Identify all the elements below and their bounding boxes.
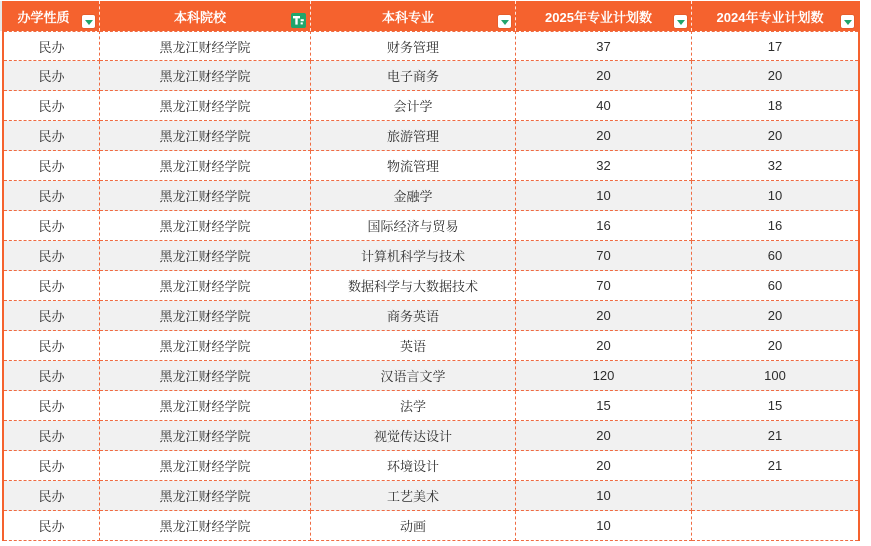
- table-cell[interactable]: 20: [692, 301, 858, 331]
- table-row: [4, 451, 858, 481]
- col-header-school-type[interactable]: [4, 1, 100, 31]
- table-cell[interactable]: 会计学: [311, 91, 516, 121]
- table-cell[interactable]: 法学: [311, 391, 516, 421]
- table-cell[interactable]: 黑龙江财经学院: [100, 391, 311, 421]
- table-cell[interactable]: 视觉传达设计: [311, 421, 516, 451]
- table-cell[interactable]: 20: [516, 121, 692, 151]
- table-cell[interactable]: 18: [692, 91, 858, 121]
- table-cell[interactable]: 10: [516, 511, 692, 541]
- funnel-filter-icon: [293, 15, 304, 26]
- table-cell[interactable]: 黑龙江财经学院: [100, 61, 311, 91]
- table-cell[interactable]: 20: [516, 331, 692, 361]
- table-cell[interactable]: 10: [692, 181, 858, 211]
- table-cell[interactable]: 20: [516, 451, 692, 481]
- table-cell[interactable]: 民办: [4, 451, 100, 481]
- table-cell[interactable]: 20: [692, 331, 858, 361]
- table-cell[interactable]: 100: [692, 361, 858, 391]
- table-cell[interactable]: 民办: [4, 331, 100, 361]
- col-header-label: 2024年专业计划数: [716, 9, 824, 25]
- col-header-label: 本科院校: [173, 9, 226, 25]
- table-cell[interactable]: 16: [692, 211, 858, 241]
- table-cell[interactable]: 民办: [4, 181, 100, 211]
- table-row: [4, 61, 858, 91]
- table-cell[interactable]: 旅游管理: [311, 121, 516, 151]
- table-cell[interactable]: 黑龙江财经学院: [100, 421, 311, 451]
- table-cell[interactable]: 10: [516, 481, 692, 511]
- table-cell[interactable]: 20: [692, 61, 858, 91]
- col-header-plan-2025[interactable]: [516, 1, 692, 31]
- table-cell[interactable]: 商务英语: [311, 301, 516, 331]
- table-cell[interactable]: 20: [516, 301, 692, 331]
- table-cell[interactable]: 黑龙江财经学院: [100, 151, 311, 181]
- col-header-label: 办学性质: [17, 9, 70, 25]
- filter-active-button[interactable]: [291, 13, 306, 28]
- table-cell[interactable]: 民办: [4, 61, 100, 91]
- table-row: [4, 31, 858, 61]
- table-row: [4, 241, 858, 271]
- table-cell[interactable]: 黑龙江财经学院: [100, 451, 311, 481]
- table-cell[interactable]: 电子商务: [311, 61, 516, 91]
- table-cell[interactable]: 黑龙江财经学院: [100, 241, 311, 271]
- chevron-down-icon: [85, 20, 93, 25]
- col-header-major[interactable]: [311, 1, 516, 31]
- table-cell[interactable]: 物流管理: [311, 151, 516, 181]
- table-cell[interactable]: 黑龙江财经学院: [100, 511, 311, 541]
- table-cell[interactable]: 民办: [4, 91, 100, 121]
- table-row: [4, 151, 858, 181]
- table-cell[interactable]: 16: [516, 211, 692, 241]
- col-header-label: 2025年专业计划数: [545, 9, 652, 25]
- col-header-label: 本科专业: [381, 9, 434, 25]
- col-header-institution[interactable]: [100, 1, 311, 31]
- table-cell[interactable]: 民办: [4, 421, 100, 451]
- table-cell[interactable]: 黑龙江财经学院: [100, 121, 311, 151]
- table-cell[interactable]: 黑龙江财经学院: [100, 481, 311, 511]
- table-cell[interactable]: 60: [692, 241, 858, 271]
- table-cell[interactable]: 民办: [4, 301, 100, 331]
- table-row: [4, 391, 858, 421]
- table-row: [4, 211, 858, 241]
- table-row: [4, 181, 858, 211]
- table-cell[interactable]: 40: [516, 91, 692, 121]
- table-row: [4, 511, 858, 541]
- majors-plan-table: [2, 1, 860, 541]
- table-cell[interactable]: 17: [692, 31, 858, 61]
- table-cell[interactable]: 32: [516, 151, 692, 181]
- table-cell[interactable]: 70: [516, 241, 692, 271]
- table-cell[interactable]: 70: [516, 271, 692, 301]
- table-cell[interactable]: 15: [516, 391, 692, 421]
- table-cell[interactable]: 黑龙江财经学院: [100, 271, 311, 301]
- table-cell[interactable]: 汉语言文学: [311, 361, 516, 391]
- table-cell[interactable]: 民办: [4, 31, 100, 61]
- table-cell[interactable]: 黑龙江财经学院: [100, 181, 311, 211]
- filter-dropdown-button[interactable]: [82, 15, 95, 28]
- table-cell[interactable]: 10: [516, 181, 692, 211]
- table-cell[interactable]: 民办: [4, 391, 100, 421]
- table-row: [4, 301, 858, 331]
- table-cell[interactable]: 民办: [4, 481, 100, 511]
- filter-dropdown-button[interactable]: [841, 15, 854, 28]
- table-row: [4, 91, 858, 121]
- table-cell[interactable]: 数据科学与大数据技术: [311, 271, 516, 301]
- table-row: [4, 481, 858, 511]
- filter-dropdown-button[interactable]: [674, 15, 687, 28]
- table-cell[interactable]: 英语: [311, 331, 516, 361]
- table-cell[interactable]: 计算机科学与技术: [311, 241, 516, 271]
- table-cell[interactable]: 民办: [4, 211, 100, 241]
- table-cell[interactable]: 21: [692, 421, 858, 451]
- table-cell[interactable]: 民办: [4, 361, 100, 391]
- table-cell[interactable]: 20: [692, 121, 858, 151]
- table-cell[interactable]: 37: [516, 31, 692, 61]
- table-cell[interactable]: 15: [692, 391, 858, 421]
- table-cell[interactable]: 黑龙江财经学院: [100, 301, 311, 331]
- table-row: [4, 121, 858, 151]
- table-row: [4, 331, 858, 361]
- table-cell[interactable]: 黑龙江财经学院: [100, 31, 311, 61]
- table-cell[interactable]: 民办: [4, 151, 100, 181]
- chevron-down-icon: [844, 20, 852, 25]
- table-header-row: [4, 1, 858, 31]
- table-cell[interactable]: 黑龙江财经学院: [100, 361, 311, 391]
- table-cell[interactable]: 民办: [4, 241, 100, 271]
- table-cell[interactable]: 民办: [4, 511, 100, 541]
- table-row: [4, 271, 858, 301]
- filter-dropdown-button[interactable]: [498, 15, 511, 28]
- table-cell[interactable]: 民办: [4, 121, 100, 151]
- table-cell[interactable]: 国际经济与贸易: [311, 211, 516, 241]
- table-cell[interactable]: 21: [692, 451, 858, 481]
- table-cell[interactable]: 20: [516, 421, 692, 451]
- table-cell[interactable]: 黑龙江财经学院: [100, 331, 311, 361]
- chevron-down-icon: [677, 20, 685, 25]
- table-row: [4, 361, 858, 391]
- table-cell[interactable]: 民办: [4, 271, 100, 301]
- table-cell[interactable]: 金融学: [311, 181, 516, 211]
- table-cell[interactable]: 黑龙江财经学院: [100, 91, 311, 121]
- table-cell[interactable]: 32: [692, 151, 858, 181]
- table-cell[interactable]: 动画: [311, 511, 516, 541]
- table-cell[interactable]: 20: [516, 61, 692, 91]
- table-body: [4, 31, 858, 541]
- col-header-plan-2024[interactable]: [692, 1, 858, 31]
- table-cell[interactable]: [692, 481, 858, 511]
- table-cell[interactable]: 财务管理: [311, 31, 516, 61]
- table-cell[interactable]: 黑龙江财经学院: [100, 211, 311, 241]
- table-cell[interactable]: 60: [692, 271, 858, 301]
- table-cell[interactable]: 环境设计: [311, 451, 516, 481]
- table-cell[interactable]: 120: [516, 361, 692, 391]
- table-cell[interactable]: 工艺美术: [311, 481, 516, 511]
- table-row: [4, 421, 858, 451]
- table-cell[interactable]: [692, 511, 858, 541]
- chevron-down-icon: [501, 20, 509, 25]
